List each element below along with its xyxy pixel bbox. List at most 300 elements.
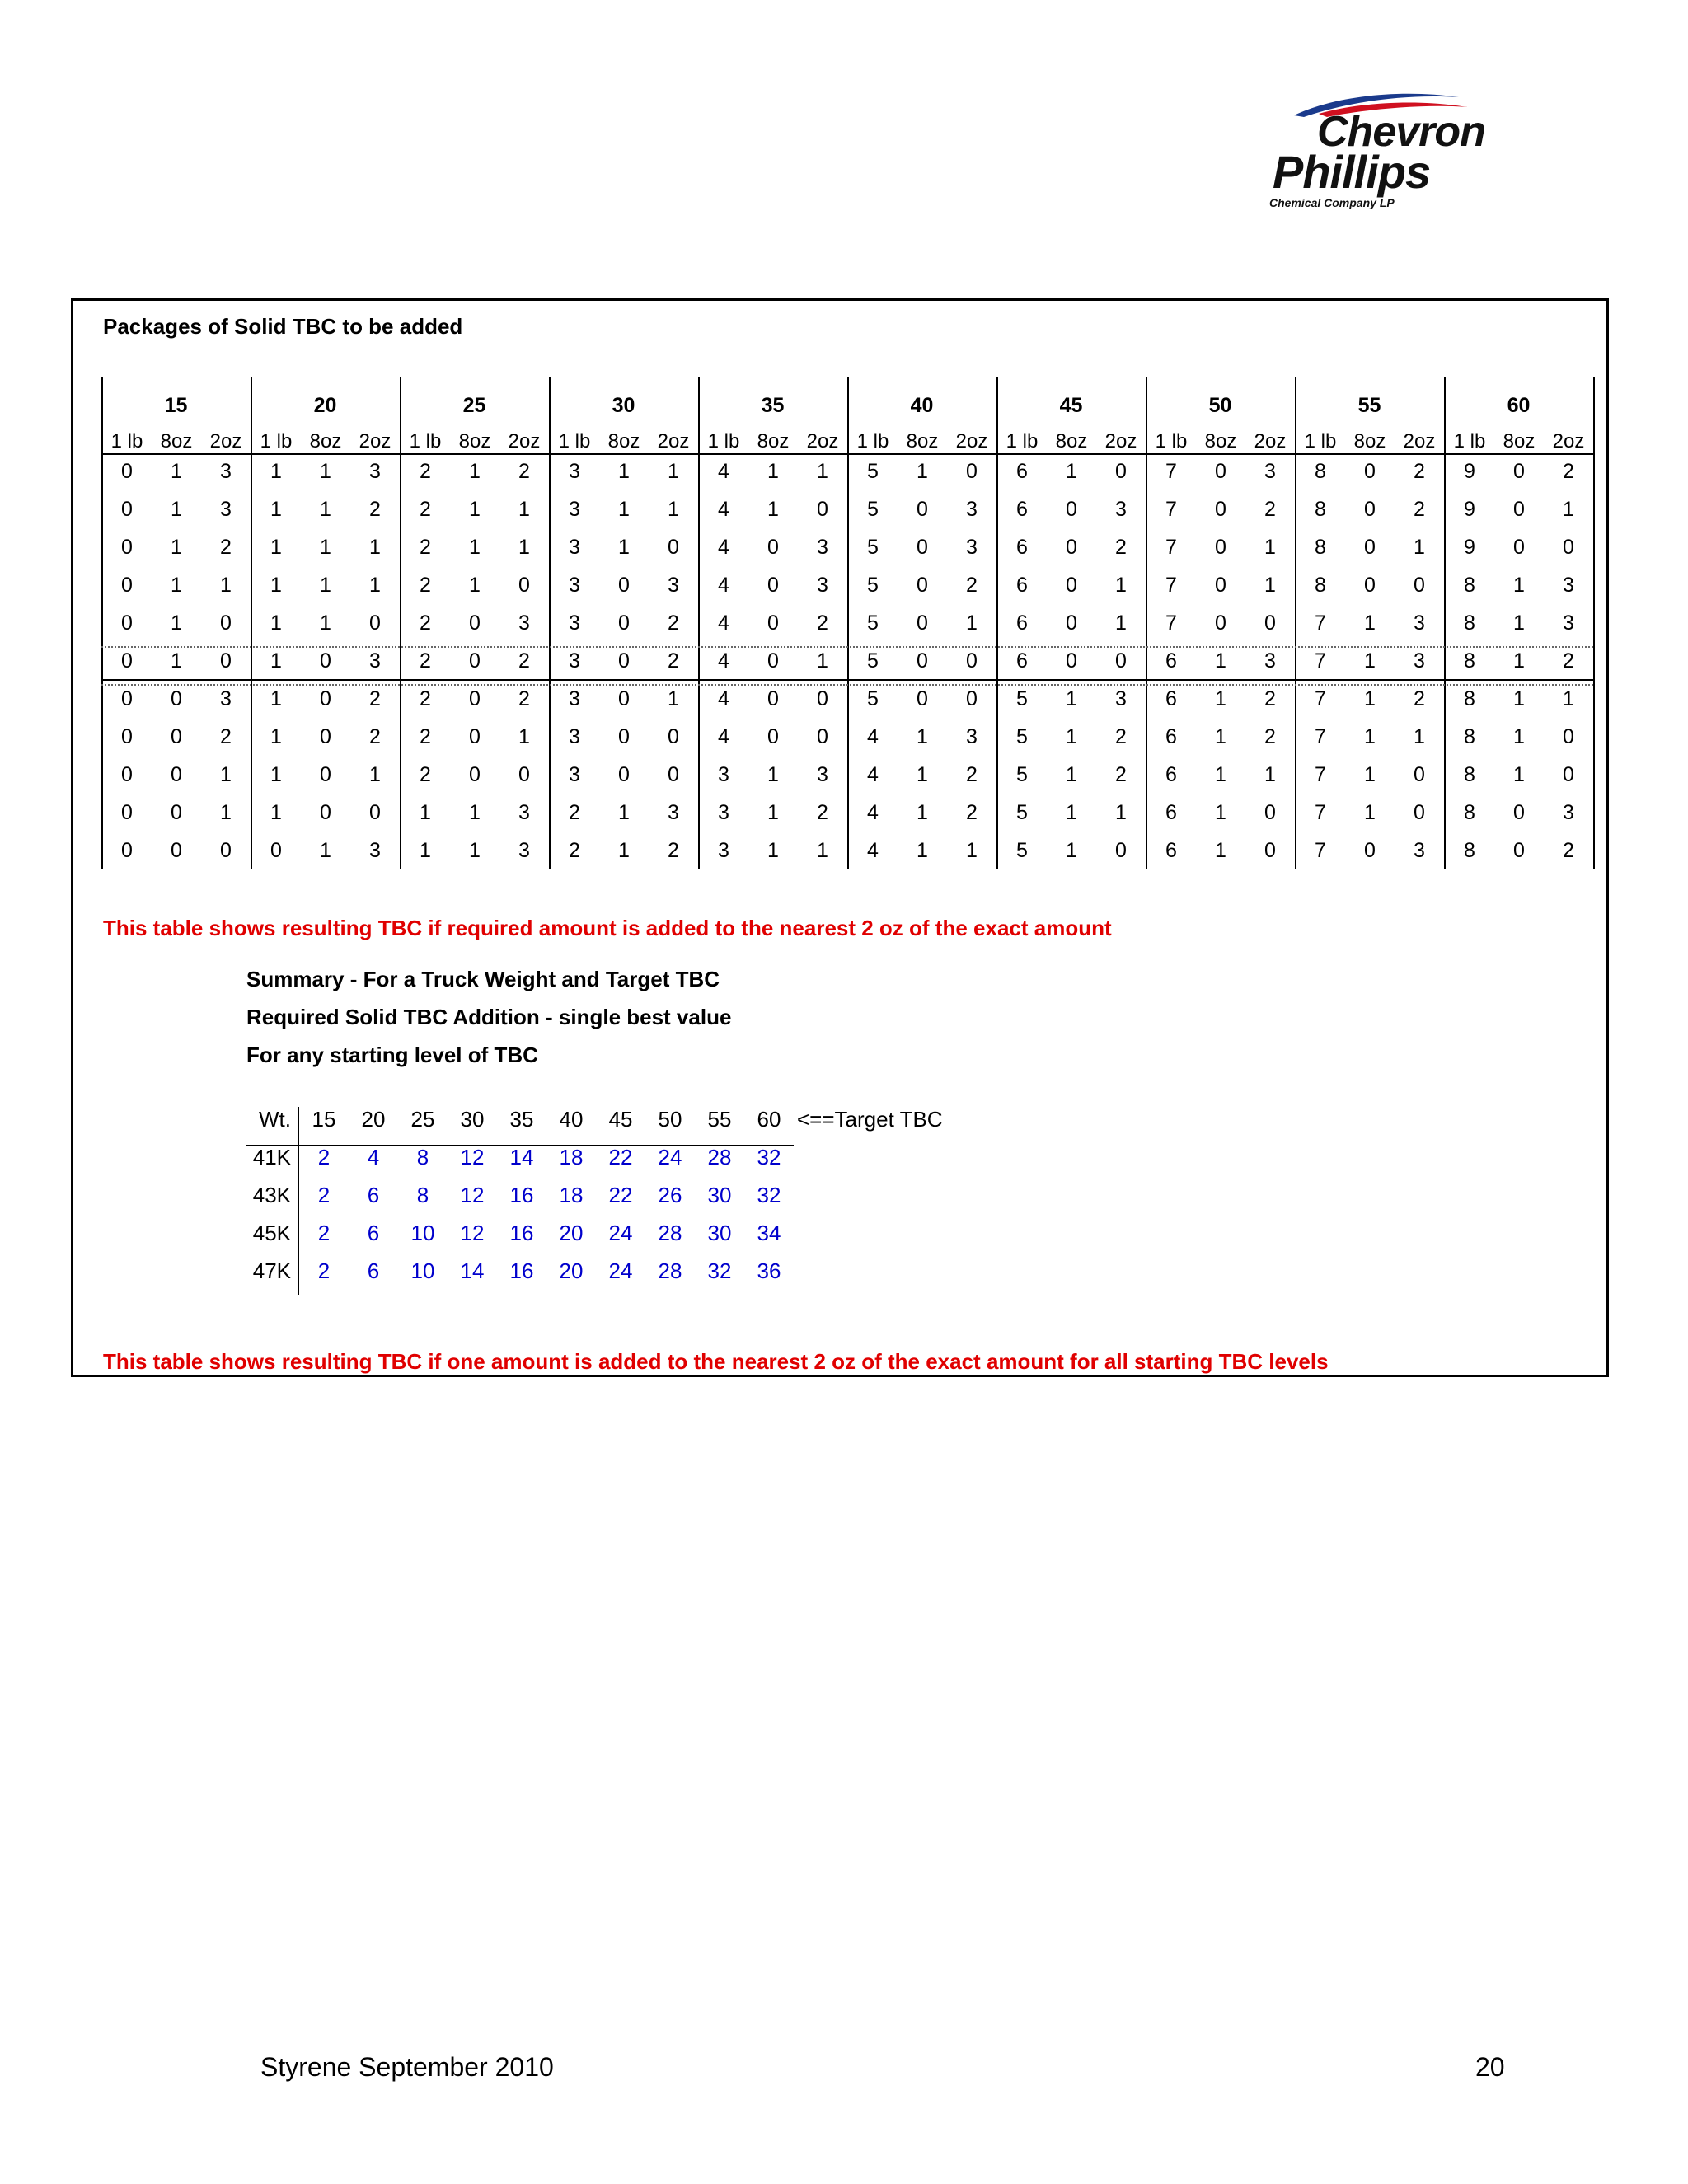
table-cell: 3 (220, 687, 232, 710)
table-cell: 1 (1513, 725, 1525, 748)
table-cell: 4 (718, 687, 729, 710)
table-cell: 0 (121, 801, 133, 824)
table-cell: 1 (917, 725, 928, 748)
table-cell: 0 (917, 612, 928, 635)
table-cell: 0 (1066, 536, 1077, 559)
table-cell: 5 (1016, 763, 1028, 786)
table-cell: 2 (369, 725, 381, 748)
table-cell: 1 (369, 536, 381, 559)
table-cell: 0 (469, 687, 481, 710)
unit-column-header: 8oz (1353, 430, 1386, 452)
table-cell: 1 (270, 498, 282, 521)
table-cell: 2 (1563, 460, 1574, 483)
table-cell: 2 (966, 801, 978, 824)
table-cell: 0 (618, 763, 630, 786)
table-cell: 2 (518, 460, 530, 483)
table-cell: 1 (320, 460, 331, 483)
summary-target-header: 20 (361, 1107, 386, 1132)
table-cell: 0 (1066, 612, 1077, 635)
table-cell: 0 (1066, 649, 1077, 673)
table-cell: 1 (1264, 574, 1276, 597)
summary-value-cell: 6 (367, 1221, 380, 1245)
table-cell: 2 (420, 612, 431, 635)
unit-column-header: 1 lb (707, 430, 740, 452)
table-cell: 0 (469, 763, 481, 786)
summary-target-header: 35 (509, 1107, 534, 1132)
table-cell: 0 (1264, 612, 1276, 635)
table-cell: 0 (320, 649, 331, 673)
table-cell: 1 (1215, 725, 1226, 748)
table-cell: 3 (668, 574, 679, 597)
summary-value-cell: 6 (367, 1183, 380, 1207)
table-cell: 2 (1115, 725, 1127, 748)
unit-column-header: 8oz (906, 430, 939, 452)
table-cell: 3 (369, 460, 381, 483)
table-cell: 0 (171, 801, 182, 824)
truck-weight-label: 43K (252, 1183, 291, 1207)
table-cell: 1 (1364, 801, 1376, 824)
table-cell: 6 (1016, 574, 1028, 597)
table-cell: 1 (1215, 839, 1226, 862)
summary-section (246, 967, 1425, 1313)
table-cell: 1 (966, 839, 978, 862)
table-cell: 1 (270, 801, 282, 824)
table-cell: 1 (1066, 763, 1077, 786)
unit-column-header: 2oz (806, 430, 839, 452)
table-cell: 1 (420, 801, 431, 824)
table-cell: 2 (817, 612, 828, 635)
table-cell: 1 (270, 763, 282, 786)
summary-value-cell: 10 (410, 1221, 435, 1245)
unit-column-header: 1 lb (1453, 430, 1486, 452)
table-cell: 1 (171, 460, 182, 483)
table-cell: 1 (1364, 612, 1376, 635)
table-cell: 5 (867, 574, 879, 597)
table-dotted-rule (101, 684, 1593, 686)
table-cell: 1 (1364, 725, 1376, 748)
unit-column-header: 8oz (757, 430, 790, 452)
table-cell: 1 (1513, 687, 1525, 710)
unit-column-header: 2oz (955, 430, 988, 452)
table-cell: 1 (618, 801, 630, 824)
unit-column-header: 2oz (1403, 430, 1436, 452)
table-cell: 1 (1066, 460, 1077, 483)
summary-value-cell: 20 (559, 1258, 584, 1283)
summary-target-header: 45 (608, 1107, 633, 1132)
table-cell: 1 (1215, 763, 1226, 786)
table-cell: 0 (1115, 839, 1127, 862)
summary-target-header: 25 (410, 1107, 435, 1132)
table-cell: 0 (469, 725, 481, 748)
table-cell: 1 (369, 574, 381, 597)
unit-column-header: 1 lb (260, 430, 293, 452)
table-cell: 5 (867, 612, 879, 635)
table-cell: 1 (420, 839, 431, 862)
table-cell: 0 (320, 687, 331, 710)
table-cell: 7 (1165, 612, 1177, 635)
table-cell: 6 (1165, 763, 1177, 786)
table-cell: 2 (569, 839, 580, 862)
unit-column-header: 8oz (1055, 430, 1088, 452)
table-cell: 3 (569, 460, 580, 483)
table-cell: 0 (171, 725, 182, 748)
table-cell: 1 (1115, 801, 1127, 824)
summary-value-cell: 16 (509, 1221, 534, 1245)
table-cell: 0 (1115, 649, 1127, 673)
table-cell: 8 (1464, 574, 1475, 597)
summary-value-cell: 30 (707, 1183, 732, 1207)
table-cell: 5 (1016, 839, 1028, 862)
table-cell: 0 (121, 536, 133, 559)
summary-value-cell: 14 (509, 1145, 534, 1169)
table-cell: 1 (1066, 687, 1077, 710)
table-cell: 6 (1165, 687, 1177, 710)
summary-value-cell: 24 (658, 1145, 682, 1169)
main-content-box (71, 298, 1609, 1377)
table-cell: 1 (469, 460, 481, 483)
table-cell: 8 (1464, 725, 1475, 748)
table-cell: 1 (767, 460, 779, 483)
table-cell: 1 (1414, 725, 1425, 748)
table-cell: 2 (1115, 763, 1127, 786)
summary-value-cell: 24 (608, 1258, 633, 1283)
table-cell: 3 (1264, 649, 1276, 673)
table-cell: 2 (420, 498, 431, 521)
table-cell: 1 (270, 649, 282, 673)
table-cell: 0 (618, 612, 630, 635)
table-cell: 3 (569, 687, 580, 710)
table-cell: 0 (966, 687, 978, 710)
table-cell: 3 (569, 725, 580, 748)
table-cell: 2 (420, 574, 431, 597)
table-cell: 4 (718, 725, 729, 748)
unit-column-header: 1 lb (1155, 430, 1188, 452)
table-cell: 0 (518, 763, 530, 786)
target-column-header: 55 (1357, 394, 1381, 417)
unit-column-header: 2oz (359, 430, 392, 452)
table-cell: 6 (1165, 725, 1177, 748)
table-cell: 0 (767, 687, 779, 710)
table-cell: 3 (1414, 612, 1425, 635)
table-cell: 0 (121, 498, 133, 521)
unit-column-header: 1 lb (1006, 430, 1039, 452)
summary-line-2: Required Solid TBC Addition - single best value (246, 1005, 732, 1029)
table-cell: 1 (1364, 763, 1376, 786)
table-cell: 1 (1563, 498, 1574, 521)
table-cell: 2 (420, 536, 431, 559)
table-cell: 8 (1315, 460, 1326, 483)
table-cell: 0 (1364, 460, 1376, 483)
table-cell: 2 (420, 649, 431, 673)
table-cell: 1 (369, 763, 381, 786)
table-cell: 3 (1563, 574, 1574, 597)
table-cell: 4 (718, 498, 729, 521)
table-cell: 9 (1464, 498, 1475, 521)
summary-value-cell: 22 (608, 1183, 633, 1207)
summary-value-cell: 2 (317, 1221, 331, 1245)
table-cell: 0 (668, 763, 679, 786)
table-cell: 3 (569, 536, 580, 559)
table-cell: 0 (1364, 498, 1376, 521)
summary-value-cell: 2 (317, 1145, 331, 1169)
table-cell: 3 (569, 612, 580, 635)
truck-weight-label: 45K (252, 1221, 291, 1245)
table-cell: 0 (1066, 574, 1077, 597)
table-cell: 1 (270, 612, 282, 635)
table-mid-rule (101, 679, 1593, 681)
table-cell: 1 (171, 498, 182, 521)
table-cell: 1 (1563, 687, 1574, 710)
table-cell: 0 (1563, 536, 1574, 559)
table-cell: 1 (917, 763, 928, 786)
table-cell: 6 (1165, 649, 1177, 673)
table-cell: 3 (1563, 801, 1574, 824)
table-cell: 7 (1165, 498, 1177, 521)
table-cell: 3 (817, 574, 828, 597)
table-cell: 7 (1165, 574, 1177, 597)
table-cell: 3 (966, 498, 978, 521)
table-cell: 0 (767, 649, 779, 673)
table-cell: 0 (171, 763, 182, 786)
table-cell: 1 (320, 839, 331, 862)
table-cell: 0 (369, 612, 381, 635)
table-cell: 0 (1215, 498, 1226, 521)
table-cell: 0 (1513, 801, 1525, 824)
table-cell: 0 (121, 687, 133, 710)
unit-column-header: 2oz (1254, 430, 1287, 452)
table-cell: 0 (1066, 498, 1077, 521)
unit-column-header: 1 lb (1304, 430, 1337, 452)
table-cell: 5 (867, 460, 879, 483)
summary-target-header: 15 (312, 1107, 336, 1132)
table-cell: 1 (817, 460, 828, 483)
table-cell: 1 (220, 801, 232, 824)
table-cell: 9 (1464, 536, 1475, 559)
table-cell: 5 (1016, 801, 1028, 824)
table-cell: 7 (1315, 763, 1326, 786)
table-cell: 6 (1016, 612, 1028, 635)
summary-value-cell: 12 (460, 1145, 485, 1169)
table-cell: 1 (1066, 725, 1077, 748)
weight-column-header: Wt. (259, 1107, 291, 1132)
table-cell: 2 (420, 687, 431, 710)
table-cell: 7 (1315, 649, 1326, 673)
table-cell: 5 (867, 536, 879, 559)
table-cell: 5 (1016, 687, 1028, 710)
table-cell: 8 (1315, 536, 1326, 559)
table-cell: 0 (121, 725, 133, 748)
table-cell: 0 (1563, 725, 1574, 748)
table-cell: 0 (220, 839, 232, 862)
summary-value-cell: 34 (757, 1221, 781, 1245)
table-cell: 1 (1513, 574, 1525, 597)
unit-column-header: 8oz (458, 430, 491, 452)
table-cell: 1 (817, 649, 828, 673)
unit-column-header: 8oz (160, 430, 193, 452)
table-cell: 1 (618, 498, 630, 521)
summary-value-cell: 20 (559, 1221, 584, 1245)
summary-note: This table shows resulting TBC if one amount is added to the nearest 2 oz of the exact amount for all starting TBC levels (103, 1349, 1329, 1374)
table-cell: 4 (867, 725, 879, 748)
summary-target-header: 55 (707, 1107, 732, 1132)
summary-value-cell: 18 (559, 1145, 584, 1169)
table-cell: 1 (518, 498, 530, 521)
table-cell: 1 (220, 574, 232, 597)
unit-column-header: 8oz (1204, 430, 1237, 452)
table-cell: 0 (369, 801, 381, 824)
table-cell: 5 (867, 498, 879, 521)
table-cell: 1 (1513, 649, 1525, 673)
table-cell: 1 (320, 612, 331, 635)
table-cell: 0 (668, 536, 679, 559)
table-cell: 0 (1215, 574, 1226, 597)
table-cell: 3 (518, 801, 530, 824)
table-cell: 0 (1364, 574, 1376, 597)
table-cell: 5 (1016, 725, 1028, 748)
table-cell: 1 (1215, 687, 1226, 710)
truck-weight-label: 47K (252, 1258, 291, 1283)
table-cell: 3 (369, 649, 381, 673)
table-cell: 4 (718, 612, 729, 635)
table-cell: 8 (1315, 498, 1326, 521)
table-cell: 0 (966, 460, 978, 483)
table-cell: 2 (1264, 687, 1276, 710)
table-cell: 3 (518, 612, 530, 635)
table-cell: 2 (668, 649, 679, 673)
table-cell: 0 (1563, 763, 1574, 786)
table-cell: 4 (718, 460, 729, 483)
table-cell: 1 (518, 536, 530, 559)
table-cell: 7 (1165, 460, 1177, 483)
summary-table (246, 1107, 943, 1296)
unit-column-header: 2oz (1104, 430, 1137, 452)
table-cell: 0 (618, 574, 630, 597)
table-cell: 3 (668, 801, 679, 824)
chevron-phillips-logo (1261, 89, 1508, 221)
summary-value-cell: 10 (410, 1258, 435, 1283)
table-cell: 0 (917, 649, 928, 673)
logo-word-phillips: Phillips (1273, 146, 1431, 198)
table-cell: 1 (618, 460, 630, 483)
table-cell: 1 (618, 536, 630, 559)
table-cell: 0 (1414, 763, 1425, 786)
unit-column-header: 1 lb (110, 430, 143, 452)
table-cell: 7 (1315, 725, 1326, 748)
table-cell: 1 (1115, 612, 1127, 635)
table-cell: 7 (1315, 687, 1326, 710)
table-cell: 2 (569, 801, 580, 824)
table-cell: 0 (767, 574, 779, 597)
unit-column-header: 8oz (1503, 430, 1536, 452)
table-cell: 4 (867, 763, 879, 786)
summary-value-cell: 32 (757, 1183, 781, 1207)
table-cell: 2 (518, 687, 530, 710)
summary-value-cell: 24 (608, 1221, 633, 1245)
table-cell: 0 (618, 649, 630, 673)
summary-value-cell: 28 (658, 1258, 682, 1283)
table-cell: 4 (718, 536, 729, 559)
table-cell: 1 (668, 460, 679, 483)
table-cell: 0 (469, 649, 481, 673)
summary-value-cell: 32 (707, 1258, 732, 1283)
target-column-header: 15 (164, 394, 188, 417)
table-cell: 3 (1115, 687, 1127, 710)
table-column-divider (1593, 377, 1595, 869)
table-cell: 0 (1364, 536, 1376, 559)
summary-value-cell: 36 (757, 1258, 781, 1283)
table-cell: 6 (1016, 498, 1028, 521)
logo-word-chevron: Chevron (1317, 108, 1485, 156)
summary-value-cell: 28 (707, 1145, 732, 1169)
logo-company-text: Chemical Company LP (1269, 196, 1395, 209)
table-cell: 1 (1264, 763, 1276, 786)
target-column-header: 25 (462, 394, 486, 417)
table-cell: 1 (917, 801, 928, 824)
table-cell: 3 (718, 763, 729, 786)
table-cell: 1 (817, 839, 828, 862)
table-cell: 1 (966, 612, 978, 635)
table-cell: 0 (469, 612, 481, 635)
table-cell: 3 (369, 839, 381, 862)
table-cell: 2 (817, 801, 828, 824)
table-cell: 0 (1513, 536, 1525, 559)
summary-value-cell: 18 (559, 1183, 584, 1207)
table-cell: 3 (1563, 612, 1574, 635)
table-cell: 1 (1066, 839, 1077, 862)
unit-column-header: 2oz (1552, 430, 1585, 452)
summary-value-cell: 22 (608, 1145, 633, 1169)
unit-column-header: 2oz (508, 430, 541, 452)
target-column-header: 50 (1208, 394, 1232, 417)
target-column-header: 45 (1059, 394, 1083, 417)
table-cell: 1 (270, 725, 282, 748)
target-column-header: 35 (761, 394, 785, 417)
table-cell: 3 (1414, 839, 1425, 862)
table-cell: 1 (171, 536, 182, 559)
table-cell: 0 (1414, 574, 1425, 597)
table-dotted-rule (101, 646, 1593, 648)
summary-value-cell: 8 (416, 1183, 429, 1207)
target-tbc-label: <==Target TBC (797, 1107, 943, 1132)
summary-value-cell: 12 (460, 1183, 485, 1207)
table-cell: 0 (121, 574, 133, 597)
table-cell: 0 (767, 725, 779, 748)
summary-value-cell: 6 (367, 1258, 380, 1283)
table-cell: 0 (817, 498, 828, 521)
summary-value-cell: 32 (757, 1145, 781, 1169)
table-cell: 1 (469, 536, 481, 559)
unit-column-header: 8oz (309, 430, 342, 452)
table-cell: 8 (1464, 801, 1475, 824)
table-cell: 6 (1165, 839, 1177, 862)
table-cell: 1 (1414, 536, 1425, 559)
table-cell: 0 (320, 801, 331, 824)
table-cell: 8 (1464, 687, 1475, 710)
table-cell: 1 (668, 498, 679, 521)
summary-value-cell: 30 (707, 1221, 732, 1245)
table-cell: 0 (1215, 460, 1226, 483)
table-cell: 0 (1215, 612, 1226, 635)
table-cell: 6 (1165, 801, 1177, 824)
summary-line-3: For any starting level of TBC (246, 1043, 538, 1067)
table-cell: 0 (121, 763, 133, 786)
unit-column-header: 1 lb (856, 430, 889, 452)
table-cell: 1 (320, 498, 331, 521)
table-cell: 0 (767, 536, 779, 559)
table-cell: 0 (1215, 536, 1226, 559)
table-cell: 3 (817, 763, 828, 786)
table-cell: 7 (1315, 801, 1326, 824)
